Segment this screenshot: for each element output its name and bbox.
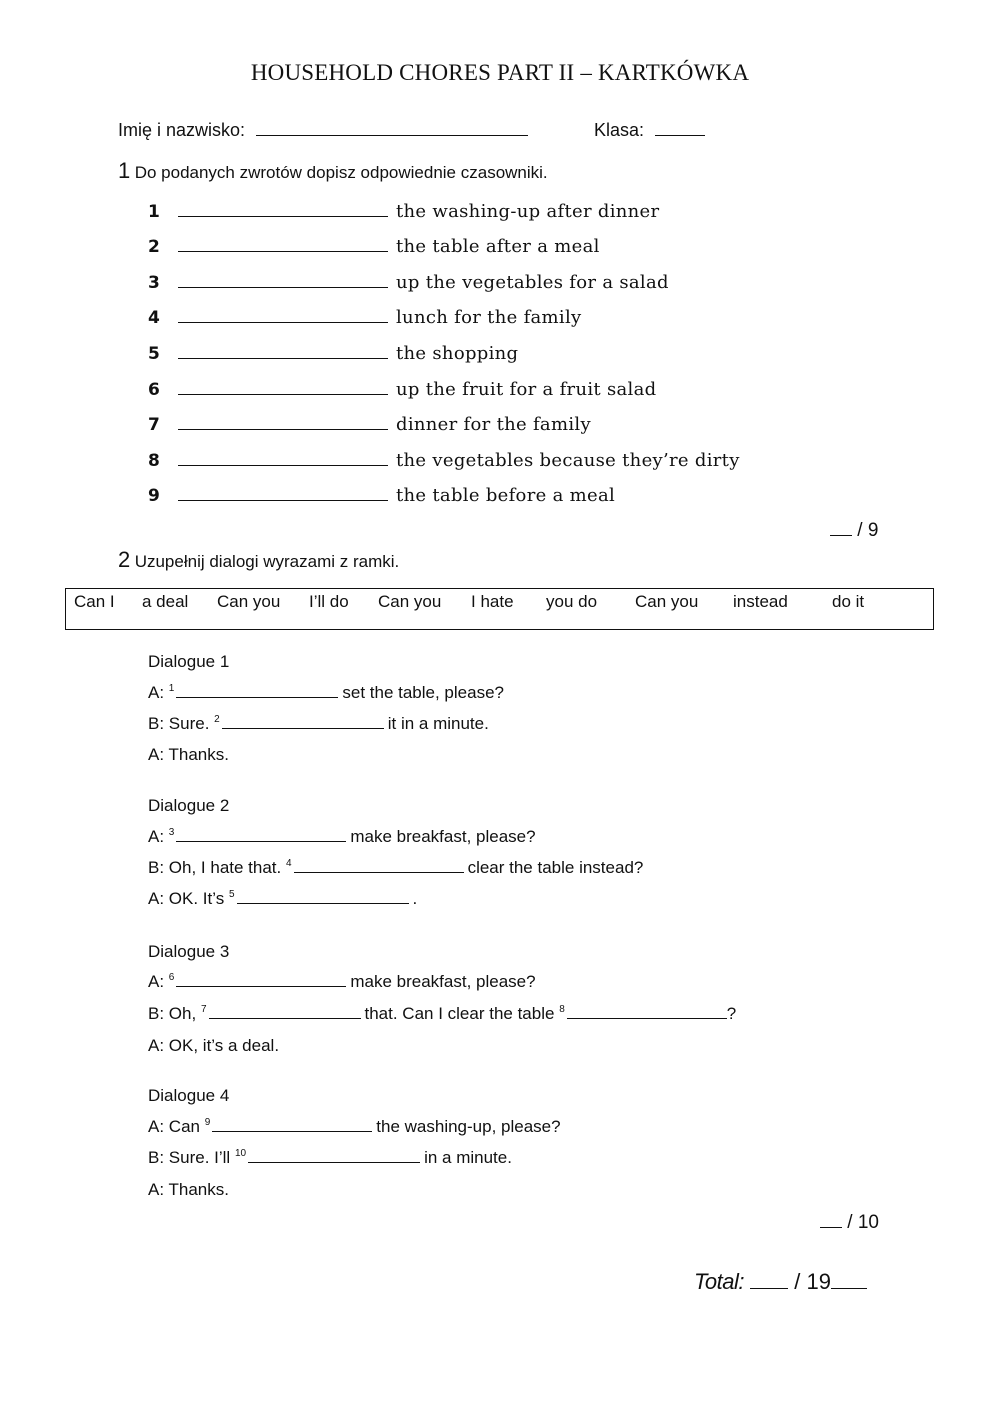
gap-number: 2 xyxy=(214,714,220,726)
word-box-item: Can I xyxy=(74,592,115,611)
speaker-label: B: xyxy=(148,1004,165,1023)
task1-item xyxy=(148,200,659,230)
line-text: Oh, I hate that. xyxy=(168,858,282,877)
gap-number: 4 xyxy=(286,858,292,870)
task1-answer-line[interactable] xyxy=(178,342,388,359)
task1-item-phrase: the table before a meal xyxy=(396,485,616,506)
speaker-label: B: xyxy=(148,714,165,733)
task2-score xyxy=(820,1212,879,1234)
dialogue-line xyxy=(148,1036,279,1056)
line-text: Can xyxy=(168,1117,200,1136)
total-score-line[interactable] xyxy=(750,1271,788,1289)
total-label: Total: xyxy=(694,1269,745,1294)
gap-line[interactable] xyxy=(567,1004,727,1019)
gap-number: 5 xyxy=(228,889,235,901)
word-box-item: do it xyxy=(832,592,865,611)
task1-item-phrase: dinner for the family xyxy=(396,414,591,435)
task1-item xyxy=(148,378,656,408)
speaker-label: A: xyxy=(148,745,165,764)
dialogue-line xyxy=(148,858,643,878)
word-box-item: I hate xyxy=(471,592,514,611)
speaker-label: A: xyxy=(148,889,165,908)
task1-answer-line[interactable] xyxy=(178,413,388,430)
dialogue-title: Dialogue 2 xyxy=(148,796,230,815)
name-field-row xyxy=(118,120,528,141)
speaker-label: A: xyxy=(148,1180,165,1199)
word-box-item: Can you xyxy=(378,592,442,611)
total-score xyxy=(694,1269,867,1295)
dialogue-line xyxy=(148,714,489,734)
task1-item-number: 1 xyxy=(148,202,160,222)
dialogue-line xyxy=(148,827,536,847)
gap-number: 3 xyxy=(168,827,175,839)
speaker-label: A: xyxy=(148,972,165,991)
line-text: Thanks. xyxy=(168,1180,229,1199)
task1-item xyxy=(148,449,740,479)
task1-score-max: / 9 xyxy=(857,520,879,541)
gap-line[interactable] xyxy=(294,858,464,873)
dialogue-line xyxy=(148,683,504,703)
dialogue-title: Dialogue 4 xyxy=(148,1086,230,1105)
task1-item-number: 3 xyxy=(148,273,160,293)
gap-line[interactable] xyxy=(237,889,409,904)
task1-answer-line[interactable] xyxy=(178,200,388,217)
dialogue-line xyxy=(148,745,229,765)
line-text: Sure. I’ll xyxy=(168,1148,231,1167)
task1-item-number: 6 xyxy=(148,380,160,400)
class-label: Klasa: xyxy=(594,120,645,140)
total-trailing-line xyxy=(831,1271,867,1289)
task1-item-number: 8 xyxy=(148,451,160,471)
line-text: OK, it’s a deal. xyxy=(168,1036,280,1055)
task2-instruction: Uzupełnij dialogi wyrazami z ramki. xyxy=(134,552,400,571)
name-input-line[interactable] xyxy=(256,120,528,136)
class-field-row xyxy=(594,120,705,141)
task1-heading xyxy=(118,158,548,184)
line-text: make breakfast, please? xyxy=(350,972,536,991)
dialogue-line xyxy=(148,1180,229,1200)
task1-answer-line[interactable] xyxy=(178,449,388,466)
line-text: in a minute. xyxy=(424,1148,512,1167)
gap-line[interactable] xyxy=(176,827,346,842)
word-box-item: I’ll do xyxy=(309,592,349,611)
task1-item-phrase: up the vegetables for a salad xyxy=(396,272,669,293)
task2-heading xyxy=(118,547,399,573)
task1-answer-line[interactable] xyxy=(178,378,388,395)
name-label: Imię i nazwisko: xyxy=(118,120,246,140)
task1-answer-line[interactable] xyxy=(178,306,388,323)
task1-item-phrase: the shopping xyxy=(396,343,519,364)
dialogue-title: Dialogue 3 xyxy=(148,942,230,961)
task1-item-number: 4 xyxy=(148,308,160,328)
dialogue-line xyxy=(148,1148,512,1168)
task1-number: 1 xyxy=(118,158,131,183)
line-text: Thanks. xyxy=(168,745,229,764)
task1-score-line[interactable] xyxy=(830,521,852,536)
gap-number: 6 xyxy=(168,972,175,984)
gap-line[interactable] xyxy=(176,683,338,698)
speaker-label: A: xyxy=(148,683,165,702)
word-box-item: a deal xyxy=(142,592,189,611)
gap-line[interactable] xyxy=(248,1148,420,1163)
dialogue-title: Dialogue 1 xyxy=(148,652,230,671)
task1-score xyxy=(830,520,878,542)
word-box xyxy=(65,588,934,630)
task1-item-phrase: the vegetables because they’re dirty xyxy=(396,450,740,471)
word-box-item: Can you xyxy=(217,592,281,611)
task2-score-line[interactable] xyxy=(820,1213,842,1228)
line-text: Sure. xyxy=(168,714,210,733)
gap-number: 1 xyxy=(168,683,175,695)
line-text: that. Can I clear the table xyxy=(364,1004,555,1023)
gap-line[interactable] xyxy=(212,1117,372,1132)
dialogue-line xyxy=(148,972,536,992)
line-text: ? xyxy=(726,1004,737,1023)
task1-item-phrase: lunch for the family xyxy=(396,307,582,328)
task1-item-number: 7 xyxy=(148,415,160,435)
line-text: . xyxy=(412,889,418,908)
task1-item-phrase: the table after a meal xyxy=(396,236,600,257)
task1-item xyxy=(148,413,591,443)
gap-number: 9 xyxy=(204,1117,211,1129)
gap-number: 10 xyxy=(234,1148,247,1160)
gap-line[interactable] xyxy=(209,1004,361,1019)
speaker-label: B: xyxy=(148,1148,165,1167)
task1-item xyxy=(148,342,518,372)
task2-score-max: / 10 xyxy=(847,1212,879,1233)
task1-answer-line[interactable] xyxy=(178,235,388,252)
task1-item-phrase: up the fruit for a fruit salad xyxy=(396,379,657,400)
speaker-label: A: xyxy=(148,827,165,846)
line-text: it in a minute. xyxy=(387,714,489,733)
task1-item xyxy=(148,484,615,514)
task1-item xyxy=(148,271,669,301)
dialogue-line xyxy=(148,889,417,909)
speaker-label: A: xyxy=(148,1036,165,1055)
gap-line[interactable] xyxy=(222,714,384,729)
task1-answer-line[interactable] xyxy=(178,271,388,288)
page-title: HOUSEHOLD CHORES PART II – KARTKÓWKA xyxy=(250,60,750,85)
task1-item-number: 2 xyxy=(148,237,160,257)
dialogue-line xyxy=(148,1004,736,1024)
gap-line[interactable] xyxy=(176,972,346,987)
speaker-label: A: xyxy=(148,1117,165,1136)
dialogue-line xyxy=(148,1117,561,1137)
gap-number: 8 xyxy=(559,1004,565,1016)
line-text: set the table, please? xyxy=(342,683,504,702)
task1-instruction: Do podanych zwrotów dopisz odpowiednie czasowniki. xyxy=(134,163,548,182)
task1-answer-line[interactable] xyxy=(178,484,388,501)
line-text: OK. It’s xyxy=(168,889,225,908)
task1-item-number: 5 xyxy=(148,344,160,364)
word-box-item: Can you xyxy=(635,592,699,611)
line-text: make breakfast, please? xyxy=(350,827,536,846)
gap-number: 7 xyxy=(200,1004,207,1016)
word-box-item: instead xyxy=(733,592,788,611)
task1-item-phrase: the washing-up after dinner xyxy=(396,201,660,222)
line-text: Oh, xyxy=(168,1004,197,1023)
task2-number: 2 xyxy=(118,547,131,572)
word-box-item: you do xyxy=(546,592,598,611)
class-input-line[interactable] xyxy=(655,120,705,136)
line-text: the washing-up, please? xyxy=(376,1117,561,1136)
task1-item-number: 9 xyxy=(148,486,160,506)
task1-item xyxy=(148,235,600,265)
line-text: clear the table instead? xyxy=(467,858,644,877)
task1-item xyxy=(148,306,582,336)
total-score-max: / 19 xyxy=(794,1269,831,1294)
speaker-label: B: xyxy=(148,858,165,877)
